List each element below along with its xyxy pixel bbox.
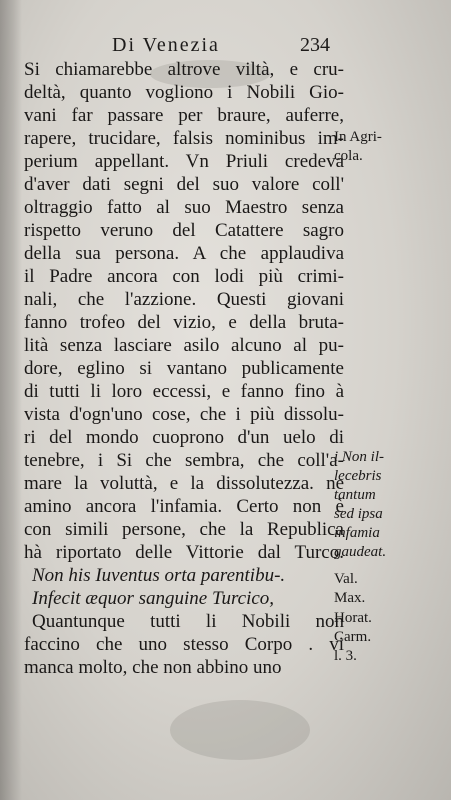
text-line: mare la voluttà, e la dissolutezza. ne [24,473,344,494]
text-line: rispetto veruno del Catattere sagro [24,220,344,241]
page-gutter-shadow [0,0,22,800]
margin-note-citation-val [334,570,449,608]
margin-note-quote [334,448,449,562]
margin-note-line: cola. [334,148,363,164]
running-title: Di Venezia [112,34,220,56]
margin-note-line: Carm. [334,629,372,645]
text-line: perium appellant. Vn Priuli credeva [24,151,344,172]
text-line: dore, eglino si vantano publicamente [24,358,344,379]
page-header [0,34,451,58]
margin-note-line: i Non il- [334,449,385,465]
text-line: nali, che l'azzione. Questi giovani [24,289,344,310]
text-line: d'aver dati segni del suo valore coll' [24,174,344,195]
margin-note-line: Max. [334,590,366,606]
text-line: Quantunque tutti li Nobili non [32,611,344,632]
text-line: oltraggio fatto al suo Maestro senza [24,197,344,218]
text-line: fanno trofeo del vizio, e della bruta- [24,312,344,333]
text-line: Si chiamarebbe altrove viltà, e cru- [24,59,344,80]
text-line: vani far passare per braure, auferre, [24,105,344,126]
body-text [24,58,344,679]
margin-note-line: tantum [334,487,376,503]
margin-note-line: Horat. [334,610,372,626]
margin-note-line: In Agri- [334,129,382,145]
text-line: amino ancora l'infamia. Certo non è [24,496,344,517]
text-line: il Padre ancora con lodi più crimi- [24,266,344,287]
text-line: deltà, quanto vogliono i Nobili Gio- [24,82,344,103]
text-line: della sua persona. A che applaudiva [24,243,344,264]
margin-note-line: gaudeat. [334,544,387,560]
text-line: hà riportato delle Vittorie dal Turco. [24,542,344,563]
paper-stain [170,700,310,760]
margin-note-agricola [334,128,449,166]
text-line: vista d'ogn'uno cose, che i più dissolu- [24,404,344,425]
text-line: di tutti li loro eccessi, e fanno fino à [24,381,344,402]
verse-line: Infecit æquor sanguine Turcico, [32,588,275,609]
text-line: ri del mondo cuoprono d'un uelo di [24,427,344,448]
margin-note-citation-horat [334,609,449,666]
text-line: tenebre, i Si che sembra, che coll'a- [24,450,344,471]
verse-line: Non his Iuventus orta parentibu-. [32,565,286,586]
text-line: manca molto, che non abbino uno [24,657,282,678]
text-line: lità senza lasciare asilo alcuno al pu- [24,335,344,356]
margin-note-line: lecebris [334,468,382,484]
margin-note-line: Val. [334,571,358,587]
text-line: faccino che uno stesso Corpo . vi [24,634,344,655]
page-number: 234 [300,34,330,56]
margin-note-line: l. 3. [334,648,357,664]
margin-note-line: infamia [334,525,380,541]
text-line: con simili persone, che la Republica [24,519,344,540]
text-line: rapere, trucidare, falsis nominibus im- [24,128,344,149]
margin-note-line: sed ipsa [334,506,383,522]
